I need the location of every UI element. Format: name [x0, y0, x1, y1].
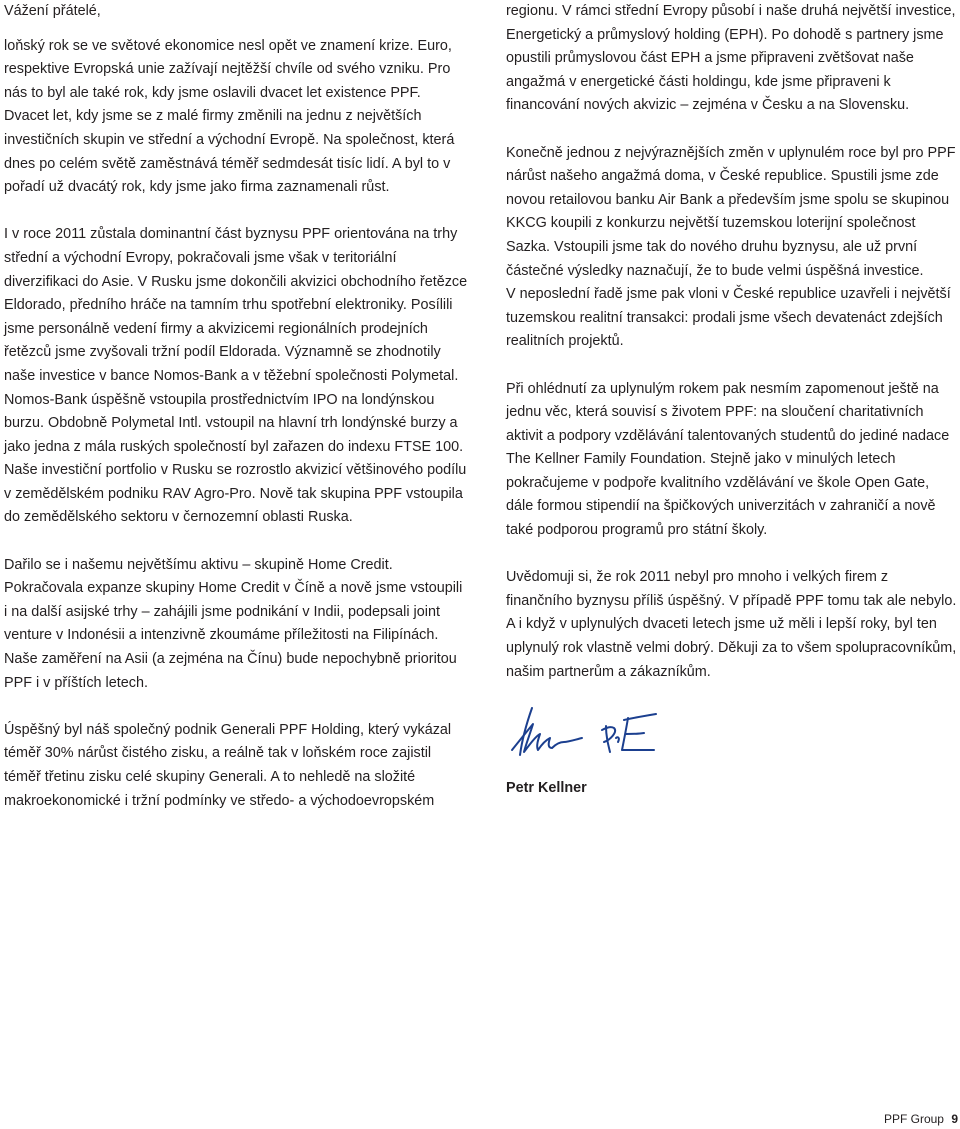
paragraph-eph: regionu. V rámci střední Evropy působí i naše druhá největší investice, Energetický a průmyslový holding (EPH). Po dohodě s partnery jsme opustili průmyslovou část EPH a jsme připraveni zvětšovat naše angažmá v energetické části holdingu, kde jsme připraveni k financování nových akvizic – zejména v Česku a na Slovensku.: [506, 3, 956, 114]
right-column: [506, 0, 958, 708]
signer-name: Petr Kellner: [506, 780, 587, 796]
paragraph-conclusion: Uvědomuji si, že rok 2011 nebyl pro mnoho i velkých firem z finančního byznysu příliš úspěšný. V případě PPF tomu tak ale nebylo. A i když v uplynulých dvaceti letech jsme už měli i lepší roky, byl ten uplynulý rok vlastně velmi dobrý. Děkuji za to všem spolupracovníkům, našim partnerům a zákazníkům.: [506, 569, 957, 680]
paragraph-intro: loňský rok se ve světové ekonomice nesl opět ve znamení krize. Euro, respektive Evropská unie zažívají nejtěžší chvíle od svého vzniku. Pro nás to byl ale také rok, kdy jsme oslavili dvacet let existence PPF. Dvacet let, kdy jsme se z malé firmy změnili na jednu z největších investičních skupin ve střední a východní Evropě. Na společnost, která dnes po celém světě zaměstnává téměř sedmdesát tisíc lidí. A byl to v pořadí už dvacátý rok, kdy jsme jako firma zaznamenali růst.: [4, 37, 455, 196]
greeting: Vážení přátelé,: [4, 3, 101, 19]
paragraph-russia: I v roce 2011 zůstala dominantní část byznysu PPF orientována na trhy střední a východní Evropy, pokračovali jsme však v teritoriální diverzifikaci do Asie. V Rusku jsme dokončili akvizici obchodního řetězce Eldorado, předního hráče na tamním trhu spotřební elektroniky. Posílili jsme personálně vedení firmy a akvizicemi regionálních prodejních řetězců jsme zvyšovali tržní podíl Eldorada. Významně se zhodnotily naše investice v bance Nomos-Bank a v těžební společnosti Polymetal. Nomos-Bank úspěšně vstoupila prostřednictvím IPO na londýnskou burzu. Obdobně Polymetal Intl. vstoupil na hlavní trh londýnské burzy a jako jedna z mála ruských společností byl zařazen do indexu FTSE 100. Naše investiční portfolio v Rusku se rozrostlo akvizicí většinového podílu v zemědělském podniku RAV Agro-Pro. Nově tak skupina PPF vstoupila do zemědělského sektoru v černozemní oblasti Ruska.: [4, 226, 468, 526]
footer-label: PPF Group: [883, 1112, 944, 1126]
paragraph-czech-republic: Konečně jednou z nejvýraznějších změn v uplynulém roce byl pro PPF nárůst našeho angažmá doma, v České republice. Spustili jsme zde novou retailovou banku Air Bank a především jsme spolu se skupinou KKCG koupili z konkurzu největší tuzemskou loterijní společnost Sazka. Vstoupili jsme tak do nového druhu byznysu, ale už první částečné výsledky naznačují, že to bude velmi úspěšná investice.: [506, 144, 956, 279]
paragraph-foundation: Při ohlédnutí za uplynulým rokem pak nesmím zapomenout ještě na jednu věc, která souvisí s životem PPF: na sloučení charitativních aktivit a podpory vzdělávání talentovaných studentů do jediné nadace The Kellner Family Foundation. Stejně jako v minulých letech pokračujeme v podpoře kvalitního vzdělávání ve škole Open Gate, dále formou stipendií na špičkových univerzitách v zahraničí a nově také podporou programů pro státní školy.: [506, 380, 950, 539]
left-column: [4, 0, 469, 813]
page-footer: [884, 1112, 958, 1126]
paragraph-home-credit: Dařilo se i našemu největšímu aktivu – skupině Home Credit. Pokračovala expanze skupiny Home Credit v Číně a nově jsme vstoupili i na další asijské trhy – zahájili jsme podnikání v Indii, podepsali joint venture v Indonésii a intenzivně zkoumáme příležitosti na Filipínách. Naše zaměření na Asii (a zejména na Čínu) bude nepochybně prioritou PPF i v příštích letech.: [4, 556, 463, 691]
page-number: 9: [951, 1112, 958, 1126]
paragraph-generali: Úspěšný byl náš společný podnik Generali PPF Holding, který vykázal téměř 30% nárůst čistého zisku, a reálně tak v loňském roce zajistil téměř třetinu zisku celé skupiny Generali. A to nehledě na složité makroekonomické i tržní podmínky ve středo- a východoevropském: [4, 721, 452, 809]
signature-image: [506, 700, 666, 770]
paragraph-real-estate: V neposlední řadě jsme pak vloni v České republice uzavřeli i největší tuzemskou realitní transakci: prodali jsme všech devatenáct zdejších realitních projektů.: [506, 286, 951, 350]
